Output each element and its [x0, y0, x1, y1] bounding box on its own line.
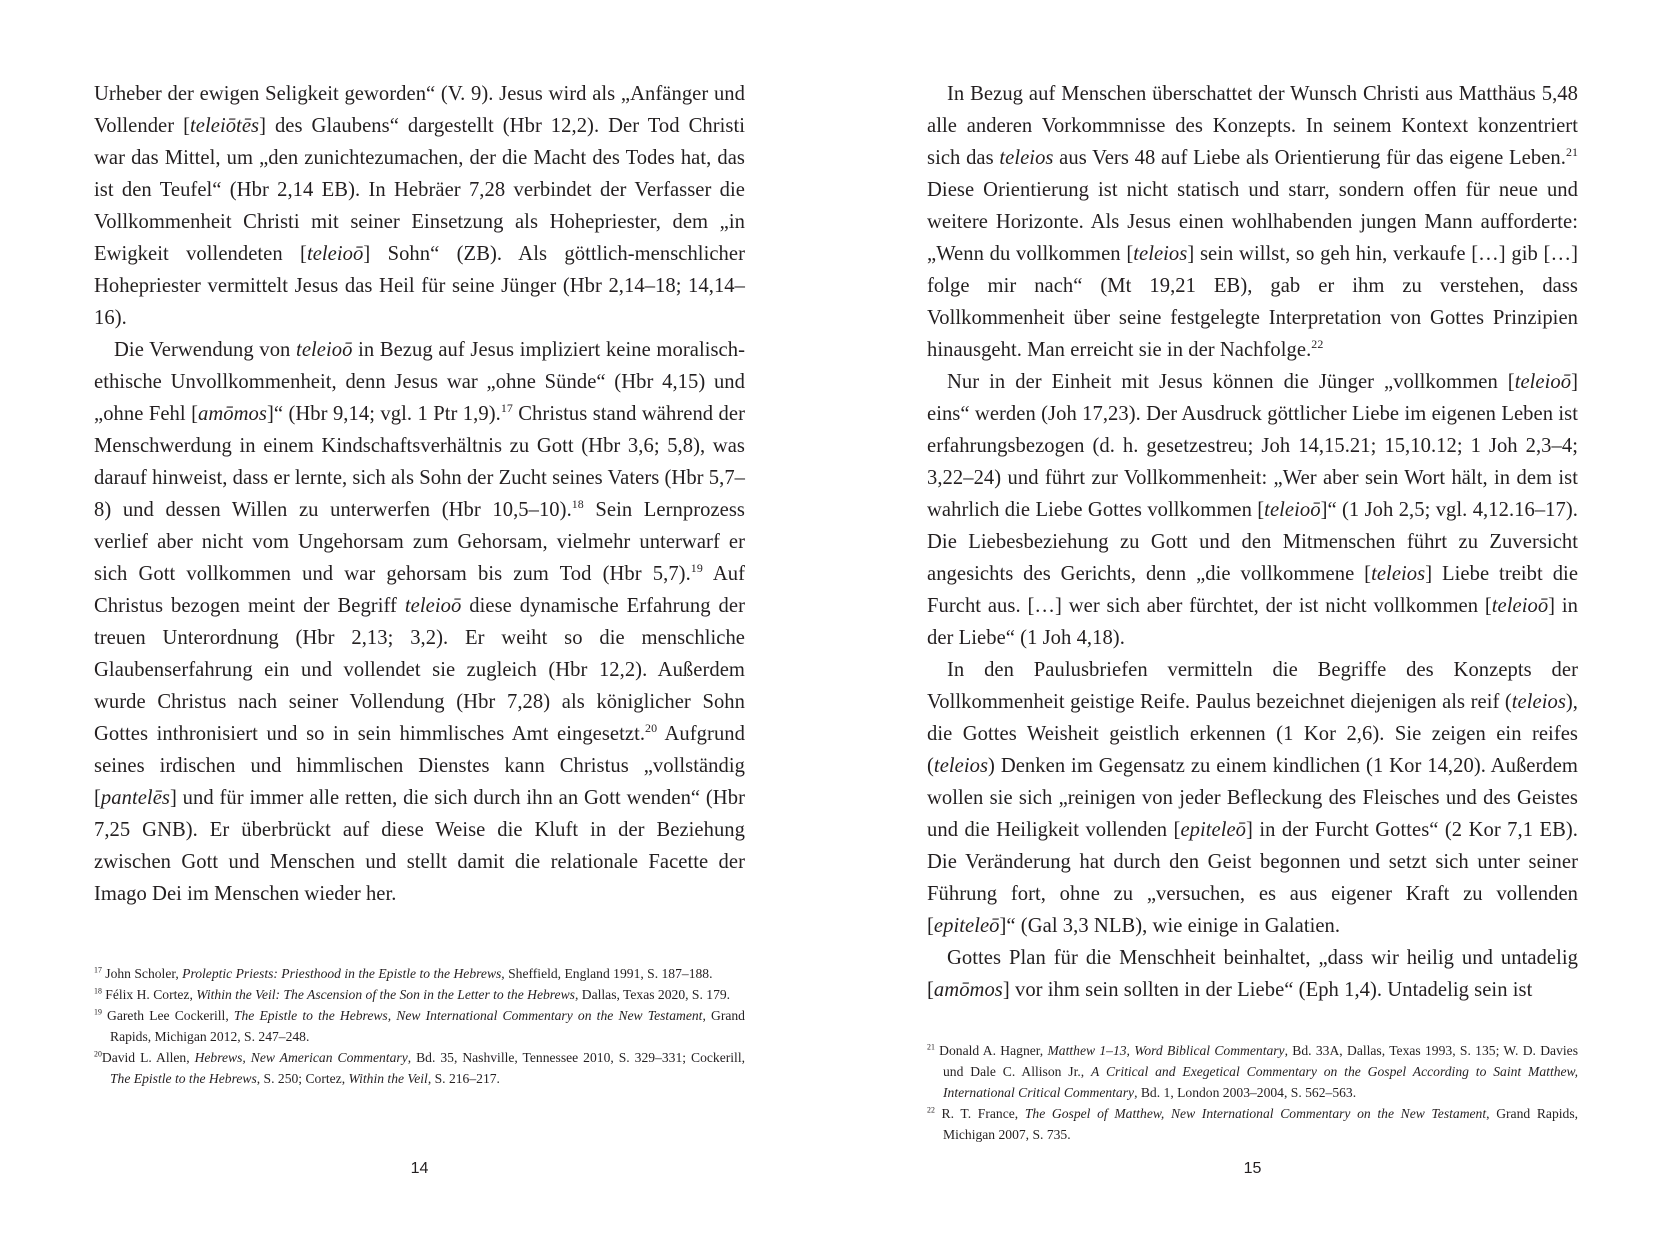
- text-run: Aufgrund seines irdischen und himmlischen Dienstes kann Christus „vollständig [: [94, 723, 745, 809]
- text-run: ] sein willst, so geh hin, verkaufe […] gib […] folge mir nach“ (Mt 19,21 EB), gab er ihm zu verstehen, dass Vollkommenheit über seine festgelegte Interpretation von Gottes Prinzipien hinausgeht. Man erreicht sie in der Nachfolge.: [927, 243, 1578, 361]
- footnote-18: [94, 984, 745, 1005]
- italic-term: teleioō: [404, 595, 462, 617]
- italic-term: epiteleō: [1180, 819, 1247, 841]
- text-run: ), die Gottes Weisheit geistlich erkennen (1 Kor 2,6). Sie zeigen ein reifes (: [927, 691, 1578, 777]
- right-body-text: [927, 78, 1578, 1006]
- text-run: Christus stand während der Menschwerdung in einem Kindschaftsverhältnis zu Gott (Hbr 3,6; 5,8), was darauf hinweist, dass er lernte, sich als Sohn der Zucht seines Vaters (Hbr 5,7–8) und dessen Willen zu unterwerfen (Hbr 10,5–10).: [94, 403, 746, 521]
- right-paragraph-2: [927, 366, 1578, 654]
- page-number-left: 14: [410, 1160, 429, 1177]
- italic-term: teleioō: [296, 339, 353, 361]
- text-run: Die Verwendung von: [114, 339, 297, 361]
- italic-term: teleioō: [1491, 595, 1549, 617]
- footnote-ref: 22: [1311, 337, 1324, 352]
- italic-term: Within the Veil: The Ascension of the Son in the Letter to the Hebrews: [196, 987, 575, 1002]
- italic-term: teleios: [1511, 691, 1566, 713]
- left-paragraph-2: [94, 334, 745, 910]
- text-run: In den Paulusbriefen vermitteln die Begriffe des Konzepts der Vollkommenheit geistige Reife. Paulus bezeichnet diejenigen als reif (: [927, 659, 1578, 713]
- italic-term: teleioō: [306, 243, 364, 265]
- footnote-ref: 17: [94, 965, 102, 975]
- text-run: Gareth Lee Cockerill,: [101, 1008, 234, 1023]
- text-run: , Bd. 1, London 2003–2004, S. 562–563.: [1134, 1085, 1357, 1100]
- page-number-right: 15: [1243, 1160, 1262, 1177]
- text-run: , Sheffield, England 1991, S. 187–188.: [501, 966, 713, 981]
- text-run: ] in der Furcht Gottes“ (2 Kor 7,1 EB). Die Veränderung hat durch den Geist begonnen und setzt sich unter seiner Führung fort, ohne zu „versuchen, es aus eigener Kraft zu vollenden [: [927, 819, 1578, 937]
- italic-term: Matthew 1–13, Word Biblical Commentary: [1047, 1043, 1285, 1058]
- italic-term: Within the Veil: [348, 1071, 428, 1086]
- right-page: [927, 78, 1579, 1177]
- italic-term: teleios: [1371, 563, 1426, 585]
- italic-term: epiteleō: [933, 915, 1000, 937]
- text-run: ] Liebe treibt die Furcht aus. […] wer sich aber fürchtet, der ist nicht vollkommen [: [927, 563, 1579, 617]
- text-run: David L. Allen,: [101, 1050, 195, 1065]
- footnote-22: [927, 1103, 1578, 1145]
- text-run: ]“ (1 Joh 2,5; vgl. 4,12.16–17). Die Liebesbeziehung zu Gott und den Mitmenschen führt zu Zuversicht angesichts des Gerichts, denn „die vollkommene [: [927, 499, 1578, 585]
- text-run: ] eins“ werden (Joh 17,23). Der Ausdruck göttlicher Liebe im eigenen Leben ist erfahrungsbezogen (d. h. gesetzestreu; Joh 14,15.21; 15,10.12; 1 Joh 2,3–4; 3,22–24) und führt zur Vollkommenheit: „Wer aber sein Wort hält, in dem ist wahrlich die Liebe Gottes vollkommen [: [927, 371, 1578, 521]
- left-body-text: [94, 78, 745, 910]
- footnote-ref: 19: [690, 561, 703, 576]
- italic-term: The Epistle to the Hebrews, New International Commentary on the New Testament: [233, 1008, 703, 1023]
- text-run: Félix H. Cortez,: [101, 987, 197, 1002]
- text-run: R. T. France,: [934, 1106, 1025, 1121]
- text-run: ] des Glaubens“ dargestellt (Hbr 12,2). Der Tod Christi war das Mittel, um „den zunichtezumachen, der die Macht des Todes hat, das ist den Teufel“ (Hbr 2,14 EB). In Hebräer 7,28 verbindet der Verfasser die Vollkommenheit Christi mit seiner Einsetzung als Hohepriester, dem „in Ewigkeit vollendeten [: [94, 115, 745, 265]
- text-run: in Bezug auf Jesus impliziert keine moralisch-ethische Unvollkommenheit, denn Jesus war „ohne Sünde“ (Hbr 4,15) und „ohne Fehl [: [94, 339, 745, 425]
- footnote-ref: 21: [1565, 145, 1578, 160]
- text-run: aus Vers 48 auf Liebe als Orientierung für das eigene Leben.: [1053, 147, 1566, 169]
- text-run: , Grand Rapids, Michigan 2012, S. 247–248.: [110, 1008, 745, 1044]
- text-run: Donald A. Hagner,: [934, 1043, 1048, 1058]
- right-paragraph-3: [927, 654, 1578, 942]
- italic-term: pantelēs: [100, 787, 170, 809]
- text-run: Auf Christus bezogen meint der Begriff: [94, 563, 745, 617]
- footnote-ref: 18: [94, 986, 102, 996]
- text-run: ]“ (Hbr 9,14; vgl. 1 Ptr 1,9).: [266, 403, 501, 425]
- italic-term: Proleptic Priests: Priesthood in the Epistle to the Hebrews: [182, 966, 502, 981]
- italic-term: teleioō: [1264, 499, 1321, 521]
- left-footnotes: [94, 963, 745, 1089]
- italic-term: amōmos: [197, 403, 267, 425]
- footnote-19: [94, 1005, 745, 1047]
- text-run: Nur in der Einheit mit Jesus können die Jünger „vollkommen [: [947, 371, 1515, 393]
- text-run: Diese Orientierung ist nicht statisch und starr, sondern offen für neue und weitere Horizonte. Als Jesus einen wohlhabenden jungen Mann aufforderte: „Wenn du vollkommen [: [927, 179, 1578, 265]
- footnote-21: [927, 1040, 1578, 1103]
- text-run: ]“ (Gal 3,3 NLB), wie einige in Galatien.: [999, 915, 1341, 937]
- footnote-ref: 22: [927, 1105, 935, 1115]
- right-paragraph-1: [927, 78, 1578, 366]
- footnote-20: [94, 1047, 745, 1089]
- left-paragraph-1: [94, 78, 745, 334]
- italic-term: teleioō: [1514, 371, 1572, 393]
- italic-term: A Critical and Exegetical Commentary on the Gospel According to Saint Matthew, International Critical Commentary: [943, 1064, 1579, 1100]
- italic-term: The Gospel of Matthew, New International Commentary on the New Testament: [1024, 1106, 1487, 1121]
- text-run: Sein Lernprozess verlief aber nicht vom Ungehorsam zum Gehorsam, vielmehr unterwarf er sich Gott vollkommen und war gehorsam bis zum Tod (Hbr 5,7).: [94, 499, 745, 585]
- text-run: diese dynamische Erfahrung der treuen Unterordnung (Hbr 2,13; 3,2). Er weiht so die menschliche Glaubenserfahrung ein und vollendet sie zugleich (Hbr 12,2). Außerdem wurde Christus nach seiner Vollendung (Hbr 7,28) als königlicher Sohn Gottes inthronisiert und so in sein himmlisches Amt eingesetzt.: [94, 595, 745, 745]
- right-footnotes: [927, 1040, 1578, 1145]
- text-run: , Dallas, Texas 2020, S. 179.: [574, 987, 731, 1002]
- italic-term: amōmos: [933, 979, 1003, 1001]
- text-run: ] vor ihm sein sollten in der Liebe“ (Eph 1,4). Untadelig sein ist: [1002, 979, 1533, 1001]
- italic-term: Hebrews, New American Commentary: [194, 1050, 408, 1065]
- footnote-17: [94, 963, 745, 984]
- text-run: Urheber der ewigen Seligkeit geworden“ (V. 9). Jesus wird als „Anfänger und Vollender [: [94, 83, 745, 137]
- text-run: ] in der Liebe“ (1 Joh 4,18).: [927, 595, 1578, 649]
- italic-term: The Epistle to the Hebrews: [110, 1071, 257, 1086]
- italic-term: teleios: [1133, 243, 1188, 265]
- left-page: [94, 78, 746, 1177]
- italic-term: teleios: [999, 147, 1054, 169]
- text-run: ) Denken im Gegensatz zu einem kindlichen (1 Kor 14,20). Außerdem wollen sie sich „reinigen von jeder Befleckung des Fleisches und des Geistes und die Heiligkeit vollenden [: [927, 755, 1578, 841]
- footnote-ref: 19: [94, 1007, 102, 1017]
- footnote-ref: 21: [927, 1042, 935, 1052]
- italic-term: teleios: [933, 755, 989, 777]
- text-run: Gottes Plan für die Menschheit beinhaltet, „dass wir heilig und untadelig [: [927, 947, 1578, 1001]
- footnote-ref: 17: [500, 401, 513, 416]
- text-run: , S. 216–217.: [427, 1071, 500, 1086]
- right-paragraph-4: [927, 942, 1578, 1006]
- text-run: ] und für immer alle retten, die sich durch ihn an Gott wenden“ (Hbr 7,25 GNB). Er überbrückt auf diese Weise die Kluft in der Beziehung zwischen Gott und Menschen und stellt damit die relationale Facette der Imago Dei im Menschen wieder her.: [94, 787, 745, 905]
- text-run: , S. 250; Cortez,: [256, 1071, 349, 1086]
- footnote-ref: 18: [571, 497, 584, 512]
- text-run: ] Sohn“ (ZB). Als göttlich-menschlicher Hohepriester vermittelt Jesus das Heil für seine Jünger (Hbr 2,14–18; 14,14–16).: [94, 243, 745, 329]
- footnote-ref: 20: [94, 1049, 102, 1059]
- text-run: , Bd. 35, Nashville, Tennessee 2010, S. 329–331; Cockerill,: [407, 1050, 745, 1065]
- italic-term: teleiōtēs: [190, 115, 260, 137]
- text-run: , Bd. 33A, Dallas, Texas 1993, S. 135; W. D. Davies und Dale C. Allison Jr.,: [943, 1043, 1578, 1079]
- text-run: , Grand Rapids, Michigan 2007, S. 735.: [943, 1106, 1579, 1142]
- footnote-ref: 20: [645, 721, 658, 736]
- text-run: John Scholer,: [101, 966, 183, 981]
- text-run: In Bezug auf Menschen überschattet der Wunsch Christi aus Matthäus 5,48 alle anderen Vorkommnisse des Konzepts. In seinem Kontext konzentriert sich das: [927, 83, 1578, 169]
